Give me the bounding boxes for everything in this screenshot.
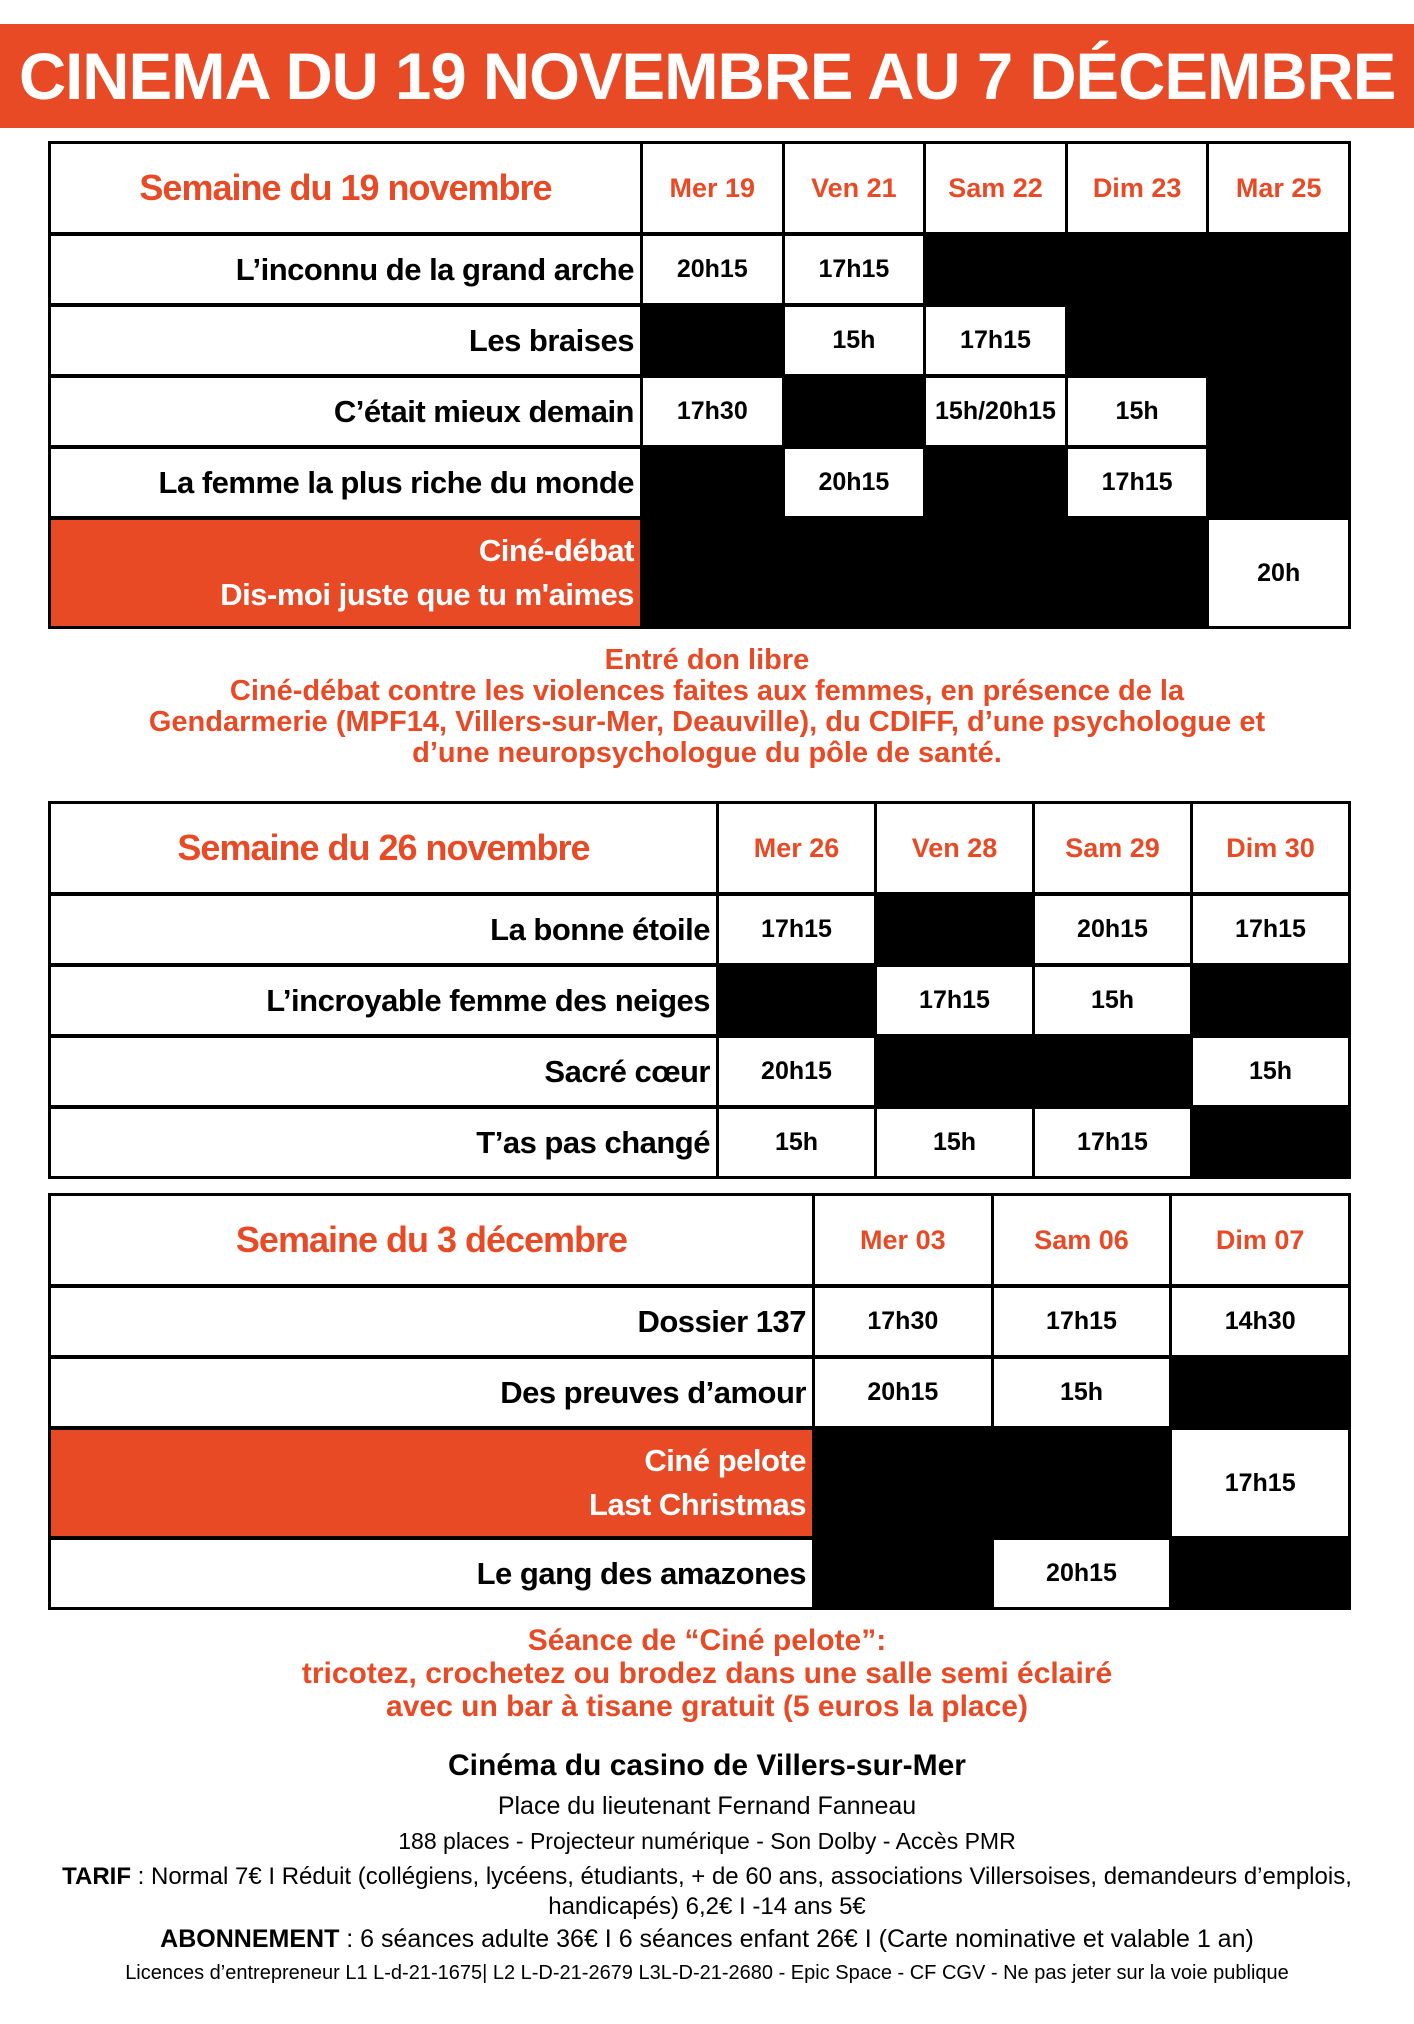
day-header-cell: Sam 29 (1032, 804, 1190, 892)
film-row (51, 1105, 1348, 1176)
schedule-table-week-3 (48, 1193, 1351, 1610)
abonnement-label: ABONNEMENT (160, 1925, 340, 1953)
film-title-cell: Sacré cœur (51, 1038, 716, 1105)
showtime-cell: 17h15 (716, 896, 874, 963)
showtime-cell: 20h15 (812, 1359, 991, 1426)
schedule-table-week-1 (48, 141, 1351, 629)
showtime-cell: 17h15 (782, 236, 924, 303)
film-title-cell: C’était mieux demain (51, 378, 640, 445)
table-header-row (51, 1196, 1348, 1284)
no-showing-cell (874, 1038, 1032, 1105)
showtime-cell: 17h15 (874, 967, 1032, 1034)
day-header-cell: Sam 22 (923, 144, 1065, 232)
showtime-cell: 20h15 (640, 236, 782, 303)
film-row (51, 963, 1348, 1034)
day-header-cell: Mar 25 (1206, 144, 1348, 232)
film-title-cell: La femme la plus riche du monde (51, 449, 640, 516)
no-showing-cell (874, 896, 1032, 963)
schedule-table-week-2 (48, 801, 1351, 1179)
poster-title: CINEMA DU 19 NOVEMBRE AU 7 DÉCEMBRE (18, 39, 1396, 113)
no-showing-cell (716, 967, 874, 1034)
film-title-cell: La bonne étoile (51, 896, 716, 963)
showtime-cell: 17h15 (991, 1288, 1170, 1355)
showtime-cell: 15h (874, 1109, 1032, 1176)
showtime-cell: 15h (1065, 378, 1207, 445)
showtime-cell: 20h15 (716, 1038, 874, 1105)
abonnement-line (0, 1925, 1414, 1954)
day-header-cell: Ven 21 (782, 144, 924, 232)
film-title-cell: Dossier 137 (51, 1288, 812, 1355)
day-header-cell: Mer 19 (640, 144, 782, 232)
no-showing-cell (782, 520, 924, 626)
event-title-cell: Ciné-débat Dis-moi juste que tu m'aimes (51, 520, 640, 626)
tarif-line (0, 1862, 1414, 1922)
day-header-cell: Dim 23 (1065, 144, 1207, 232)
week-header-cell: Semaine du 26 novembre (51, 804, 716, 892)
venue-name: Cinéma du casino de Villers-sur-Mer (448, 1749, 966, 1782)
showtime-cell: 17h30 (812, 1288, 991, 1355)
no-showing-cell (812, 1430, 991, 1536)
film-title-cell: L’incroyable femme des neiges (51, 967, 716, 1034)
film-row (51, 1034, 1348, 1105)
showtime-cell: 15h/20h15 (923, 378, 1065, 445)
showtime-cell: 15h (1190, 1038, 1348, 1105)
showtime-cell: 17h15 (1190, 896, 1348, 963)
film-title-cell: Des preuves d’amour (51, 1359, 812, 1426)
day-header-cell: Dim 30 (1190, 804, 1348, 892)
showtime-cell: 17h15 (1169, 1430, 1348, 1536)
no-showing-cell (1206, 378, 1348, 445)
showtime-cell: 15h (1032, 967, 1190, 1034)
tarif-label: TARIF (62, 1863, 131, 1890)
week-header-cell: Semaine du 19 novembre (51, 144, 640, 232)
day-header-cell: Mer 26 (716, 804, 874, 892)
film-title-cell: Les braises (51, 307, 640, 374)
film-row (51, 1536, 1348, 1607)
event-title-cell: Ciné pelote Last Christmas (51, 1430, 812, 1536)
venue-address: Place du lieutenant Fernand Fanneau (497, 1792, 917, 1820)
film-row (51, 303, 1348, 374)
day-header-cell: Ven 28 (874, 804, 1032, 892)
venue-facilities: 188 places - Projecteur numérique - Son Dolby - Accès PMR (398, 1828, 1016, 1854)
day-header-cell: Sam 06 (991, 1196, 1170, 1284)
no-showing-cell (1206, 236, 1348, 303)
showtime-cell: 17h15 (923, 307, 1065, 374)
day-header-cell: Dim 07 (1169, 1196, 1348, 1284)
abonnement-text: : 6 séances adulte 36€ I 6 séances enfant 26€ I (Carte nominative et valable 1 an) (339, 1925, 1254, 1953)
schedule-tables-container (0, 141, 1414, 1723)
week-header-cell: Semaine du 3 décembre (51, 1196, 812, 1284)
no-showing-cell (1169, 1540, 1348, 1607)
no-showing-cell (1206, 449, 1348, 516)
schedule-note: Entré don libre Ciné-débat contre les violences faites aux femmes, en présence de la Gendarmerie (MPF14, Villers-sur-Mer, Deauville), du CDIFF, d’une psychologue et d’une neuropsychologue du pôle de santé. (148, 644, 1266, 769)
showtime-cell: 17h30 (640, 378, 782, 445)
event-row (51, 1426, 1348, 1536)
schedule-note: Séance de “Ciné pelote”: tricotez, crochetez ou brodez dans une salle semi éclairé avec un bar à tisane gratuit (5 euros la place) (301, 1624, 1113, 1723)
no-showing-cell (782, 378, 924, 445)
no-showing-cell (812, 1540, 991, 1607)
showtime-cell: 20h15 (991, 1540, 1170, 1607)
table-header-row (51, 804, 1348, 892)
no-showing-cell (1190, 1109, 1348, 1176)
film-row (51, 1284, 1348, 1355)
no-showing-cell (1065, 307, 1207, 374)
showtime-cell: 20h15 (782, 449, 924, 516)
no-showing-cell (1065, 520, 1207, 626)
film-row (51, 1355, 1348, 1426)
no-showing-cell (923, 449, 1065, 516)
no-showing-cell (640, 520, 782, 626)
film-row (51, 374, 1348, 445)
showtime-cell: 17h15 (1065, 449, 1207, 516)
showtime-cell: 15h (716, 1109, 874, 1176)
no-showing-cell (1032, 1038, 1190, 1105)
showtime-cell: 15h (782, 307, 924, 374)
licences-line: Licences d’entrepreneur L1 L-d-21-1675| L2 L-D-21-2679 L3L-D-21-2680 - Epic Space - CF CGV - Ne pas jeter sur la voie publique (125, 1962, 1289, 1984)
no-showing-cell (640, 449, 782, 516)
no-showing-cell (640, 307, 782, 374)
no-showing-cell (1190, 967, 1348, 1034)
table-header-row (51, 144, 1348, 232)
no-showing-cell (923, 236, 1065, 303)
film-row (51, 232, 1348, 303)
film-title-cell: T’as pas changé (51, 1109, 716, 1176)
showtime-cell: 20h (1206, 520, 1348, 626)
title-banner (0, 24, 1414, 128)
film-title-cell: Le gang des amazones (51, 1540, 812, 1607)
showtime-cell: 17h15 (1032, 1109, 1190, 1176)
film-title-cell: L’inconnu de la grand arche (51, 236, 640, 303)
film-row (51, 892, 1348, 963)
tarif-text: : Normal 7€ I Réduit (collégiens, lycéens, étudiants, + de 60 ans, associations Villersoises, demandeurs d’emplois, handicapés) 6,2€ I -14 ans 5€ (131, 1863, 1352, 1920)
no-showing-cell (1206, 307, 1348, 374)
event-row (51, 516, 1348, 626)
showtime-cell: 20h15 (1032, 896, 1190, 963)
day-header-cell: Mer 03 (812, 1196, 991, 1284)
film-row (51, 445, 1348, 516)
showtime-cell: 14h30 (1169, 1288, 1348, 1355)
no-showing-cell (923, 520, 1065, 626)
no-showing-cell (991, 1430, 1170, 1536)
no-showing-cell (1065, 236, 1207, 303)
no-showing-cell (1169, 1359, 1348, 1426)
footer (0, 1749, 1414, 1985)
showtime-cell: 15h (991, 1359, 1170, 1426)
